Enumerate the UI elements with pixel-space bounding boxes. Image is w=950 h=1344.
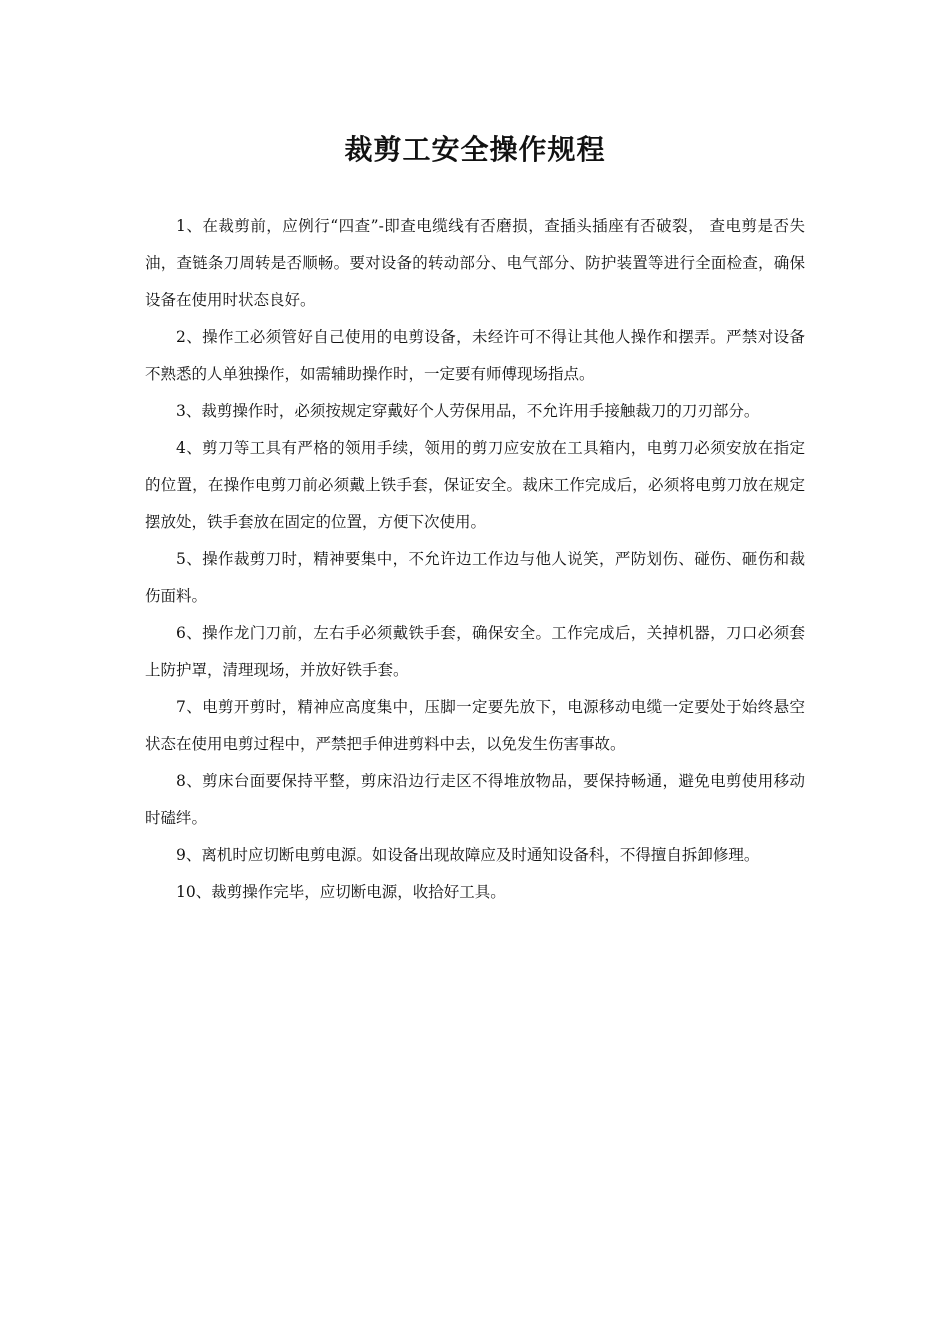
paragraph-8: 8、剪床台面要保持平整，剪床沿边行走区不得堆放物品，要保持畅通，避免电剪使用移动时磕绊。 bbox=[145, 772, 805, 827]
paragraph-7: 7、电剪开剪时，精神应高度集中，压脚一定要先放下，电源移动电缆一定要处于始终悬空状态在使用电剪过程中，严禁把手伸进剪料中去，以免发生伤害事故。 bbox=[145, 698, 805, 753]
paragraph-1: 1、在裁剪前，应例行“四查”-即查电缆线有否磨损，查插头插座有否破裂， 查电剪是否失油，查链条刀周转是否顺畅。要对设备的转动部分、电气部分、防护装置等进行全面检查，确保设备在使用时状态良好。 bbox=[145, 217, 805, 309]
paragraph-10: 10、裁剪操作完毕，应切断电源，收拾好工具。 bbox=[176, 883, 506, 901]
paragraph-6: 6、操作龙门刀前，左右手必须戴铁手套，确保安全。工作完成后，关掉机器，刀口必须套上防护罩，清理现场，并放好铁手套。 bbox=[145, 624, 805, 679]
paragraph-3: 3、裁剪操作时，必须按规定穿戴好个人劳保用品，不允许用手接触裁刀的刀刃部分。 bbox=[176, 402, 760, 420]
paragraph-4: 4、剪刀等工具有严格的领用手续，领用的剪刀应安放在工具箱内，电剪刀必须安放在指定的位置，在操作电剪刀前必须戴上铁手套，保证安全。裁床工作完成后，必须将电剪刀放在规定摆放处，铁手套放在固定的位置，方便下次使用。 bbox=[145, 439, 805, 531]
paragraph-9: 9、离机时应切断电剪电源。如设备出现故障应及时通知设备科，不得擅自拆卸修理。 bbox=[176, 846, 760, 864]
document-title: 裁剪工安全操作规程 bbox=[344, 133, 606, 166]
paragraph-2: 2、操作工必须管好自己使用的电剪设备，未经许可不得让其他人操作和摆弄。严禁对设备不熟悉的人单独操作，如需辅助操作时，一定要有师傅现场指点。 bbox=[145, 328, 805, 383]
paragraph-5: 5、操作裁剪刀时，精神要集中，不允许边工作边与他人说笑，严防划伤、碰伤、砸伤和裁伤面料。 bbox=[145, 550, 805, 605]
document-body bbox=[145, 208, 805, 911]
